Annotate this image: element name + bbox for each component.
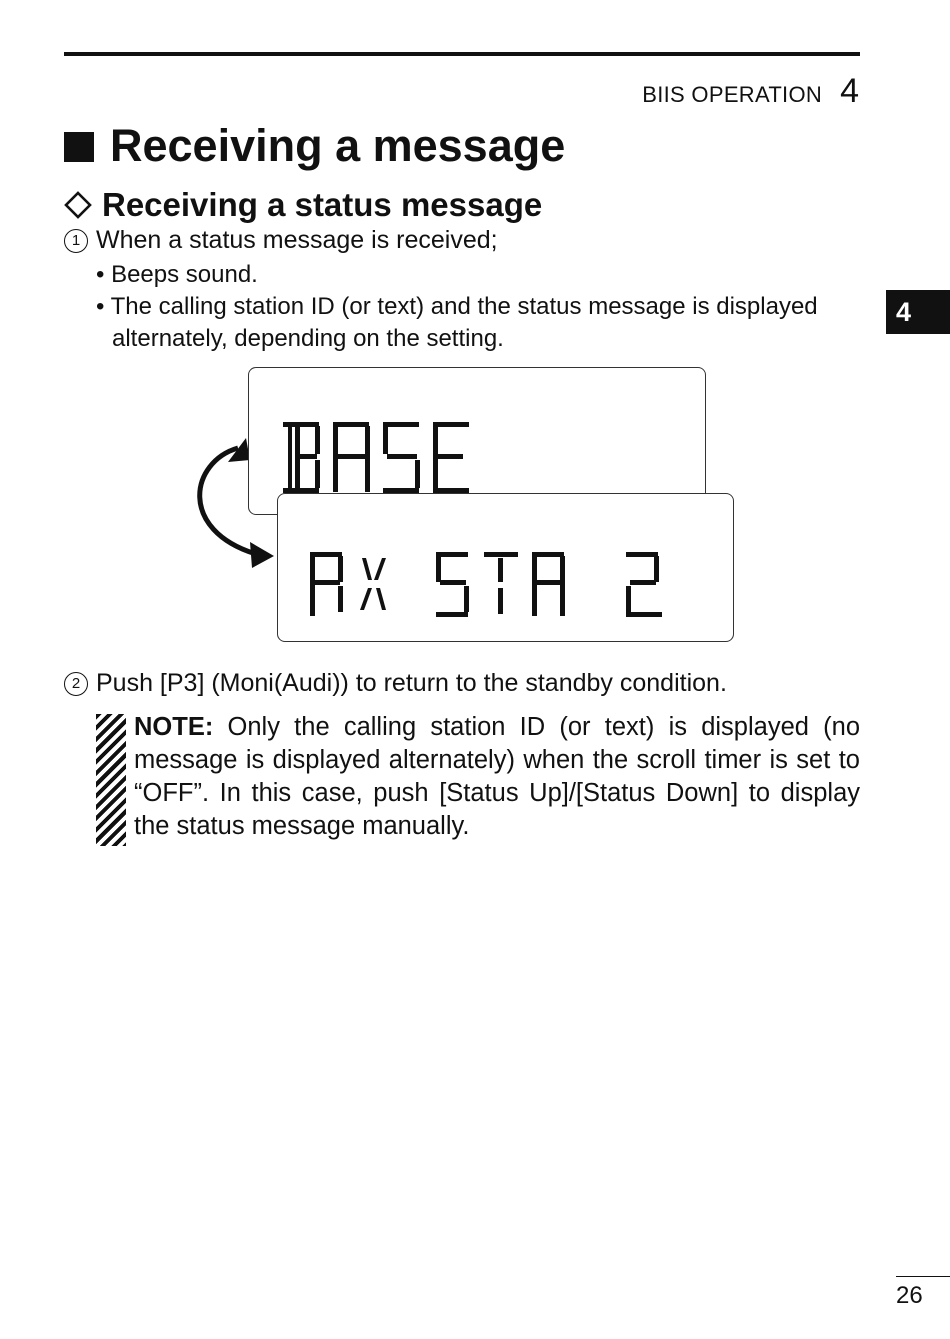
step-2 — [64, 669, 727, 698]
step-1-text: When a status message is received; — [96, 226, 498, 254]
bullet-display: • The calling station ID (or text) and the status message is displayed — [96, 293, 818, 320]
chapter-number: 4 — [840, 72, 859, 110]
note-hatch-icon — [96, 714, 126, 846]
step-1-marker: 1 — [64, 229, 88, 253]
lcd-display-bottom — [277, 493, 734, 642]
lcd-top-segments — [279, 420, 479, 496]
note-label: NOTE: — [134, 713, 214, 741]
note-block — [134, 711, 860, 843]
note-text: Only the calling station ID (or text) is displayed (no message is displayed alternately) when the scroll timer is set to “OFF”. In this case, push [Status Up]/[Status Down] to display the status message manually. — [134, 713, 860, 840]
diamond-icon — [64, 191, 92, 219]
subsection-heading-text: Receiving a status message — [102, 186, 543, 223]
section-heading — [64, 120, 565, 172]
top-rule — [64, 52, 860, 56]
lcd-bottom-segments — [306, 550, 706, 620]
section-heading-text: Receiving a message — [110, 120, 566, 171]
subsection-heading — [64, 186, 542, 224]
step-2-text: Push [P3] (Moni(Audi)) to return to the standby condition. — [96, 669, 727, 697]
square-bullet-icon — [64, 132, 94, 162]
chapter-tab: 4 — [886, 290, 950, 334]
step-1 — [64, 226, 498, 255]
section-title: BIIS OPERATION — [642, 82, 823, 107]
lcd-top-text — [249, 368, 250, 369]
page-number-rule — [896, 1276, 950, 1277]
running-header — [642, 72, 859, 111]
bullet-beeps: • Beeps sound. — [96, 261, 258, 288]
step-2-marker: 2 — [64, 672, 88, 696]
page-number: 26 — [896, 1282, 923, 1309]
bullet-display-continued: alternately, depending on the setting. — [112, 325, 504, 352]
